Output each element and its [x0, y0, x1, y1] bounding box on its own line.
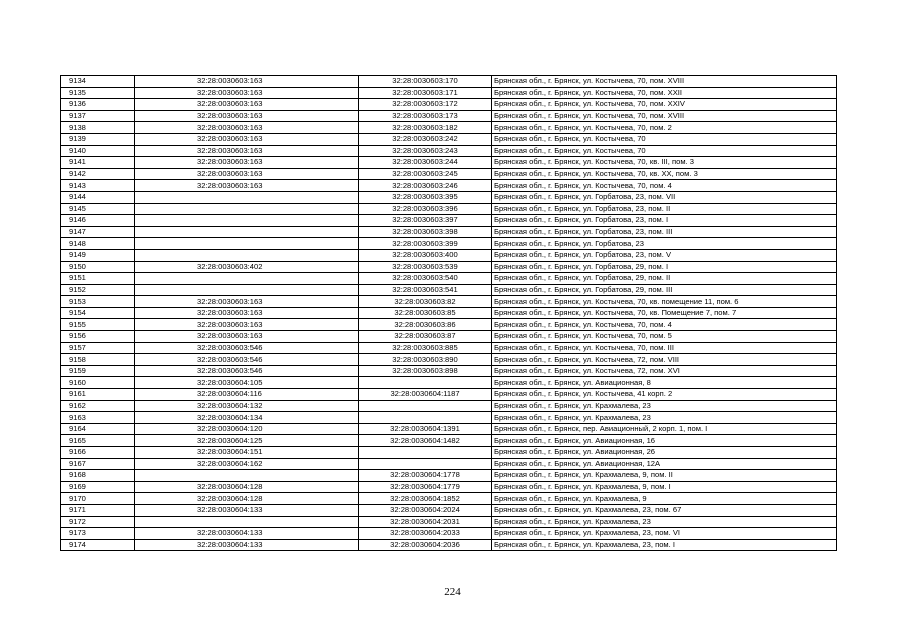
address-cell: Брянская обл., г. Брянск, ул. Костычева, 41 корп. 2 — [492, 389, 837, 401]
table-row — [61, 504, 837, 516]
address-cell: Брянская обл., г. Брянск, ул. Костычева, 70, пом. XVIII — [492, 76, 837, 88]
row-number-cell: 9151 — [61, 273, 135, 285]
row-number-cell: 9168 — [61, 470, 135, 482]
cadastral-number-cell: 32:28:0030604:1779 — [359, 481, 492, 493]
row-number-cell: 9134 — [61, 76, 135, 88]
table-row — [61, 133, 837, 145]
address-cell: Брянская обл., г. Брянск, пер. Авиационный, 2 корп. 1, пом. I — [492, 423, 837, 435]
row-number-cell: 9155 — [61, 319, 135, 331]
table-row — [61, 168, 837, 180]
table-row — [61, 273, 837, 285]
table-row — [61, 296, 837, 308]
parent-cadastral-number-cell: 32:28:0030604:134 — [135, 412, 359, 424]
cadastral-number-cell: 32:28:0030603:396 — [359, 203, 492, 215]
parent-cadastral-number-cell: 32:28:0030604:125 — [135, 435, 359, 447]
cadastral-number-cell: 32:28:0030603:245 — [359, 168, 492, 180]
cadastral-number-cell: 32:28:0030604:2031 — [359, 516, 492, 528]
row-number-cell: 9171 — [61, 504, 135, 516]
row-number-cell: 9148 — [61, 238, 135, 250]
row-number-cell: 9165 — [61, 435, 135, 447]
table-row — [61, 180, 837, 192]
cadastral-number-cell: 32:28:0030604:1852 — [359, 493, 492, 505]
table-row — [61, 470, 837, 482]
parent-cadastral-number-cell: 32:28:0030603:163 — [135, 133, 359, 145]
table-row — [61, 76, 837, 88]
table-row — [61, 342, 837, 354]
row-number-cell: 9137 — [61, 110, 135, 122]
row-number-cell: 9170 — [61, 493, 135, 505]
table-row — [61, 412, 837, 424]
cadastral-number-cell: 32:28:0030603:398 — [359, 226, 492, 238]
table-row — [61, 307, 837, 319]
address-cell: Брянская обл., г. Брянск, ул. Крахмалева, 23 — [492, 412, 837, 424]
table-body — [61, 76, 837, 551]
row-number-cell: 9163 — [61, 412, 135, 424]
table-row — [61, 447, 837, 459]
address-cell: Брянская обл., г. Брянск, ул. Костычева, 70, пом. III — [492, 342, 837, 354]
address-cell: Брянская обл., г. Брянск, ул. Костычева, 70, пом. 2 — [492, 122, 837, 134]
parent-cadastral-number-cell: 32:28:0030603:163 — [135, 110, 359, 122]
address-cell: Брянская обл., г. Брянск, ул. Крахмалева, 23, пом. VI — [492, 528, 837, 540]
cadastral-number-cell: 32:28:0030604:1482 — [359, 435, 492, 447]
parent-cadastral-number-cell: 32:28:0030604:120 — [135, 423, 359, 435]
row-number-cell: 9147 — [61, 226, 135, 238]
address-cell: Брянская обл., г. Брянск, ул. Костычева, 70, кв. XX, пом. 3 — [492, 168, 837, 180]
cadastral-number-cell: 32:28:0030603:898 — [359, 365, 492, 377]
row-number-cell: 9144 — [61, 191, 135, 203]
row-number-cell: 9139 — [61, 133, 135, 145]
row-number-cell: 9138 — [61, 122, 135, 134]
table-row — [61, 400, 837, 412]
address-cell: Брянская обл., г. Брянск, ул. Крахмалева, 23, пом. 67 — [492, 504, 837, 516]
parent-cadastral-number-cell — [135, 191, 359, 203]
row-number-cell: 9135 — [61, 87, 135, 99]
address-cell: Брянская обл., г. Брянск, ул. Горбатова, 23, пом. II — [492, 203, 837, 215]
address-cell: Брянская обл., г. Брянск, ул. Костычева, 70 — [492, 145, 837, 157]
table-row — [61, 377, 837, 389]
cadastral-number-cell: 32:28:0030603:539 — [359, 261, 492, 273]
table-row — [61, 435, 837, 447]
parent-cadastral-number-cell: 32:28:0030604:105 — [135, 377, 359, 389]
parent-cadastral-number-cell: 32:28:0030604:132 — [135, 400, 359, 412]
parent-cadastral-number-cell: 32:28:0030604:128 — [135, 493, 359, 505]
row-number-cell: 9145 — [61, 203, 135, 215]
parent-cadastral-number-cell — [135, 238, 359, 250]
table-row — [61, 145, 837, 157]
parent-cadastral-number-cell — [135, 249, 359, 261]
address-cell: Брянская обл., г. Брянск, ул. Костычева, 70, кв. III, пом. 3 — [492, 157, 837, 169]
address-cell: Брянская обл., г. Брянск, ул. Горбатова, 29, пом. III — [492, 284, 837, 296]
parent-cadastral-number-cell: 32:28:0030603:163 — [135, 296, 359, 308]
table-row — [61, 331, 837, 343]
cadastral-number-cell — [359, 400, 492, 412]
address-cell: Брянская обл., г. Брянск, ул. Крахмалева, 9, пом. I — [492, 481, 837, 493]
parent-cadastral-number-cell: 32:28:0030604:162 — [135, 458, 359, 470]
row-number-cell: 9140 — [61, 145, 135, 157]
address-cell: Брянская обл., г. Брянск, ул. Горбатова, 23, пом. V — [492, 249, 837, 261]
cadastral-number-cell: 32:28:0030603:182 — [359, 122, 492, 134]
address-cell: Брянская обл., г. Брянск, ул. Горбатова, 23, пом. VII — [492, 191, 837, 203]
row-number-cell: 9142 — [61, 168, 135, 180]
table-row — [61, 203, 837, 215]
address-cell: Брянская обл., г. Брянск, ул. Крахмалева, 9, пом. II — [492, 470, 837, 482]
cadastral-number-cell: 32:28:0030604:2024 — [359, 504, 492, 516]
cadastral-number-cell — [359, 458, 492, 470]
cadastral-number-cell: 32:28:0030603:400 — [359, 249, 492, 261]
table-row — [61, 99, 837, 111]
row-number-cell: 9172 — [61, 516, 135, 528]
cadastral-number-cell — [359, 447, 492, 459]
cadastral-number-cell: 32:28:0030603:170 — [359, 76, 492, 88]
parent-cadastral-number-cell: 32:28:0030604:133 — [135, 528, 359, 540]
parent-cadastral-number-cell: 32:28:0030603:163 — [135, 76, 359, 88]
address-cell: Брянская обл., г. Брянск, ул. Авиационная, 12А — [492, 458, 837, 470]
table-row — [61, 493, 837, 505]
cadastral-number-cell: 32:28:0030603:399 — [359, 238, 492, 250]
parent-cadastral-number-cell: 32:28:0030603:163 — [135, 157, 359, 169]
row-number-cell: 9143 — [61, 180, 135, 192]
table-row — [61, 110, 837, 122]
address-cell: Брянская обл., г. Брянск, ул. Костычева, 70, пом. XXII — [492, 87, 837, 99]
table-row — [61, 481, 837, 493]
parent-cadastral-number-cell: 32:28:0030603:163 — [135, 87, 359, 99]
address-cell: Брянская обл., г. Брянск, ул. Авиационная, 16 — [492, 435, 837, 447]
row-number-cell: 9174 — [61, 539, 135, 551]
parent-cadastral-number-cell: 32:28:0030603:163 — [135, 331, 359, 343]
parent-cadastral-number-cell — [135, 203, 359, 215]
row-number-cell: 9154 — [61, 307, 135, 319]
cadastral-number-cell: 32:28:0030603:173 — [359, 110, 492, 122]
cadastral-number-cell: 32:28:0030603:885 — [359, 342, 492, 354]
table-row — [61, 226, 837, 238]
parent-cadastral-number-cell: 32:28:0030603:402 — [135, 261, 359, 273]
cadastral-number-cell: 32:28:0030603:395 — [359, 191, 492, 203]
parent-cadastral-number-cell: 32:28:0030603:163 — [135, 99, 359, 111]
table-row — [61, 157, 837, 169]
row-number-cell: 9149 — [61, 249, 135, 261]
parent-cadastral-number-cell — [135, 215, 359, 227]
cadastral-number-cell — [359, 412, 492, 424]
parent-cadastral-number-cell: 32:28:0030603:163 — [135, 145, 359, 157]
parent-cadastral-number-cell: 32:28:0030603:546 — [135, 342, 359, 354]
cadastral-number-cell: 32:28:0030603:87 — [359, 331, 492, 343]
cadastral-number-cell: 32:28:0030603:540 — [359, 273, 492, 285]
cadastral-number-cell: 32:28:0030603:246 — [359, 180, 492, 192]
cadastral-number-cell: 32:28:0030604:1778 — [359, 470, 492, 482]
table-row — [61, 284, 837, 296]
table-row — [61, 389, 837, 401]
cadastral-number-cell — [359, 377, 492, 389]
parent-cadastral-number-cell: 32:28:0030603:163 — [135, 319, 359, 331]
property-table — [60, 75, 837, 551]
address-cell: Брянская обл., г. Брянск, ул. Костычева, 70, пом. 4 — [492, 180, 837, 192]
table-row — [61, 261, 837, 273]
address-cell: Брянская обл., г. Брянск, ул. Горбатова, 23, пом. III — [492, 226, 837, 238]
address-cell: Брянская обл., г. Брянск, ул. Костычева, 70, пом. XVIII — [492, 110, 837, 122]
table-row — [61, 87, 837, 99]
row-number-cell: 9173 — [61, 528, 135, 540]
parent-cadastral-number-cell — [135, 516, 359, 528]
row-number-cell: 9136 — [61, 99, 135, 111]
cadastral-number-cell: 32:28:0030603:82 — [359, 296, 492, 308]
cadastral-number-cell: 32:28:0030604:2036 — [359, 539, 492, 551]
parent-cadastral-number-cell: 32:28:0030604:128 — [135, 481, 359, 493]
cadastral-number-cell: 32:28:0030604:1187 — [359, 389, 492, 401]
cadastral-number-cell: 32:28:0030603:172 — [359, 99, 492, 111]
address-cell: Брянская обл., г. Брянск, ул. Горбатова, 23 — [492, 238, 837, 250]
row-number-cell: 9167 — [61, 458, 135, 470]
row-number-cell: 9157 — [61, 342, 135, 354]
table-row — [61, 423, 837, 435]
row-number-cell: 9150 — [61, 261, 135, 273]
address-cell: Брянская обл., г. Брянск, ул. Крахмалева, 9 — [492, 493, 837, 505]
row-number-cell: 9161 — [61, 389, 135, 401]
address-cell: Брянская обл., г. Брянск, ул. Костычева, 70, пом. XXIV — [492, 99, 837, 111]
cadastral-number-cell: 32:28:0030603:890 — [359, 354, 492, 366]
address-cell: Брянская обл., г. Брянск, ул. Горбатова, 23, пом. I — [492, 215, 837, 227]
row-number-cell: 9158 — [61, 354, 135, 366]
address-cell: Брянская обл., г. Брянск, ул. Костычева, 70, пом. 4 — [492, 319, 837, 331]
parent-cadastral-number-cell: 32:28:0030604:133 — [135, 539, 359, 551]
table-row — [61, 319, 837, 331]
cadastral-number-cell: 32:28:0030604:1391 — [359, 423, 492, 435]
table-row — [61, 122, 837, 134]
address-cell: Брянская обл., г. Брянск, ул. Костычева, 70, кв. Помещение 7, пом. 7 — [492, 307, 837, 319]
page-number: 224 — [444, 586, 461, 598]
row-number-cell: 9169 — [61, 481, 135, 493]
address-cell: Брянская обл., г. Брянск, ул. Костычева, 70, пом. 5 — [492, 331, 837, 343]
address-cell: Брянская обл., г. Брянск, ул. Авиационная, 8 — [492, 377, 837, 389]
address-cell: Брянская обл., г. Брянск, ул. Авиационная, 26 — [492, 447, 837, 459]
address-cell: Брянская обл., г. Брянск, ул. Горбатова, 29, пом. II — [492, 273, 837, 285]
address-cell: Брянская обл., г. Брянск, ул. Горбатова, 29, пом. I — [492, 261, 837, 273]
cadastral-number-cell: 32:28:0030603:242 — [359, 133, 492, 145]
row-number-cell: 9152 — [61, 284, 135, 296]
parent-cadastral-number-cell: 32:28:0030603:546 — [135, 365, 359, 377]
parent-cadastral-number-cell: 32:28:0030603:163 — [135, 168, 359, 180]
parent-cadastral-number-cell: 32:28:0030604:133 — [135, 504, 359, 516]
table-row — [61, 365, 837, 377]
address-cell: Брянская обл., г. Брянск, ул. Крахмалева, 23, пом. I — [492, 539, 837, 551]
row-number-cell: 9166 — [61, 447, 135, 459]
row-number-cell: 9156 — [61, 331, 135, 343]
address-cell: Брянская обл., г. Брянск, ул. Крахмалева, 23 — [492, 400, 837, 412]
table-row — [61, 215, 837, 227]
cadastral-number-cell: 32:28:0030604:2033 — [359, 528, 492, 540]
parent-cadastral-number-cell — [135, 273, 359, 285]
row-number-cell: 9141 — [61, 157, 135, 169]
table-row — [61, 528, 837, 540]
cadastral-number-cell: 32:28:0030603:541 — [359, 284, 492, 296]
parent-cadastral-number-cell: 32:28:0030603:163 — [135, 180, 359, 192]
row-number-cell: 9159 — [61, 365, 135, 377]
cadastral-number-cell: 32:28:0030603:171 — [359, 87, 492, 99]
parent-cadastral-number-cell: 32:28:0030603:163 — [135, 122, 359, 134]
table-row — [61, 354, 837, 366]
row-number-cell: 9160 — [61, 377, 135, 389]
row-number-cell: 9164 — [61, 423, 135, 435]
cadastral-number-cell: 32:28:0030603:243 — [359, 145, 492, 157]
cadastral-number-cell: 32:28:0030603:244 — [359, 157, 492, 169]
row-number-cell: 9146 — [61, 215, 135, 227]
table-row — [61, 539, 837, 551]
parent-cadastral-number-cell: 32:28:0030603:163 — [135, 307, 359, 319]
parent-cadastral-number-cell: 32:28:0030604:116 — [135, 389, 359, 401]
cadastral-number-cell: 32:28:0030603:397 — [359, 215, 492, 227]
table-row — [61, 249, 837, 261]
cadastral-number-cell: 32:28:0030603:85 — [359, 307, 492, 319]
address-cell: Брянская обл., г. Брянск, ул. Костычева, 70, кв. помещение 11, пом. 6 — [492, 296, 837, 308]
address-cell: Брянская обл., г. Брянск, ул. Костычева, 70 — [492, 133, 837, 145]
cadastral-number-cell: 32:28:0030603:86 — [359, 319, 492, 331]
table-row — [61, 458, 837, 470]
parent-cadastral-number-cell — [135, 470, 359, 482]
table-row — [61, 238, 837, 250]
address-cell: Брянская обл., г. Брянск, ул. Крахмалева, 23 — [492, 516, 837, 528]
table-row — [61, 516, 837, 528]
parent-cadastral-number-cell: 32:28:0030604:151 — [135, 447, 359, 459]
address-cell: Брянская обл., г. Брянск, ул. Костычева, 72, пом. XVI — [492, 365, 837, 377]
address-cell: Брянская обл., г. Брянск, ул. Костычева, 72, пом. VIII — [492, 354, 837, 366]
row-number-cell: 9162 — [61, 400, 135, 412]
table-row — [61, 191, 837, 203]
parent-cadastral-number-cell — [135, 284, 359, 296]
parent-cadastral-number-cell — [135, 226, 359, 238]
parent-cadastral-number-cell: 32:28:0030603:546 — [135, 354, 359, 366]
row-number-cell: 9153 — [61, 296, 135, 308]
